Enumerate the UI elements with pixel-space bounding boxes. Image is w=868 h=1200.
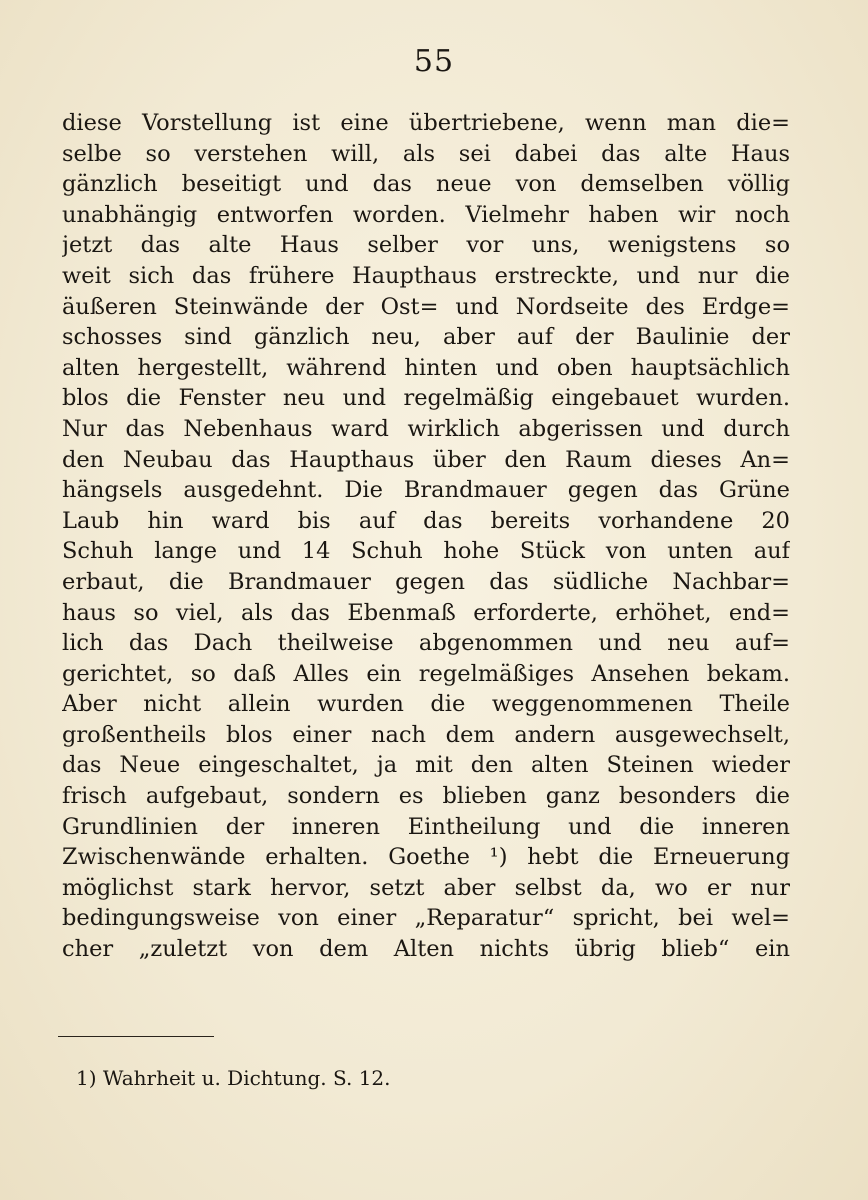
text-line: den Neubau das Haupthaus über den Raum dieses An=: [62, 446, 790, 473]
text-line: Schuh lange und 14 Schuh hohe Stück von unten auf: [62, 538, 790, 565]
text-line: haus so viel, als das Ebenmaß erforderte, erhöhet, end=: [62, 599, 790, 626]
text-line: großentheils blos einer nach dem andern ausgewechselt,: [62, 721, 790, 748]
text-line: äußeren Steinwände der Ost= und Nordseite des Erdge=: [62, 293, 790, 320]
footnote: 1) Wahrheit u. Dichtung. S. 12.: [76, 1066, 391, 1090]
text-line: möglichst stark hervor, setzt aber selbst da, wo er nur: [62, 874, 790, 901]
text-line: alten hergestellt, während hinten und oben hauptsächlich: [62, 354, 790, 381]
text-line: das Neue eingeschaltet, ja mit den alten Steinen wieder: [62, 752, 790, 779]
text-line: unabhängig entworfen worden. Vielmehr haben wir noch: [62, 201, 790, 228]
text-line: Zwischenwände erhalten. Goethe ¹) hebt die Erneuerung: [62, 844, 790, 871]
text-line: Nur das Nebenhaus ward wirklich abgerissen und durch: [62, 415, 790, 442]
footnote-divider: [58, 1036, 214, 1037]
text-line: frisch aufgebaut, sondern es blieben ganz besonders die: [62, 783, 790, 810]
text-line: gerichtet, so daß Alles ein regelmäßiges Ansehen bekam.: [62, 660, 790, 687]
text-line: lich das Dach theilweise abgenommen und neu auf=: [62, 630, 790, 657]
text-line: hängsels ausgedehnt. Die Brandmauer gegen das Grüne: [62, 477, 790, 504]
text-line: cher „zuletzt von dem Alten nichts übrig blieb“ ein: [62, 936, 790, 963]
text-line: schosses sind gänzlich neu, aber auf der Baulinie der: [62, 324, 790, 351]
text-line: erbaut, die Brandmauer gegen das südliche Nachbar=: [62, 568, 790, 595]
body-text: [62, 108, 790, 965]
text-line: Grundlinien der inneren Eintheilung und die inneren: [62, 813, 790, 840]
text-line: gänzlich beseitigt und das neue von demselben völlig: [62, 171, 790, 198]
text-line: blos die Fenster neu und regelmäßig eingebauet wurden.: [62, 385, 790, 412]
text-line: Laub hin ward bis auf das bereits vorhandene 20: [62, 507, 790, 534]
text-line: weit sich das frühere Haupthaus erstreckte, und nur die: [62, 262, 790, 289]
page-number: 55: [413, 44, 455, 79]
text-line: bedingungsweise von einer „Reparatur“ spricht, bei wel=: [62, 905, 790, 932]
text-line: Aber nicht allein wurden die weggenommenen Theile: [62, 691, 790, 718]
text-line: jetzt das alte Haus selber vor uns, wenigstens so: [62, 232, 790, 259]
text-line: selbe so verstehen will, als sei dabei das alte Haus: [62, 140, 790, 167]
text-line: diese Vorstellung ist eine übertriebene, wenn man die=: [62, 110, 790, 136]
